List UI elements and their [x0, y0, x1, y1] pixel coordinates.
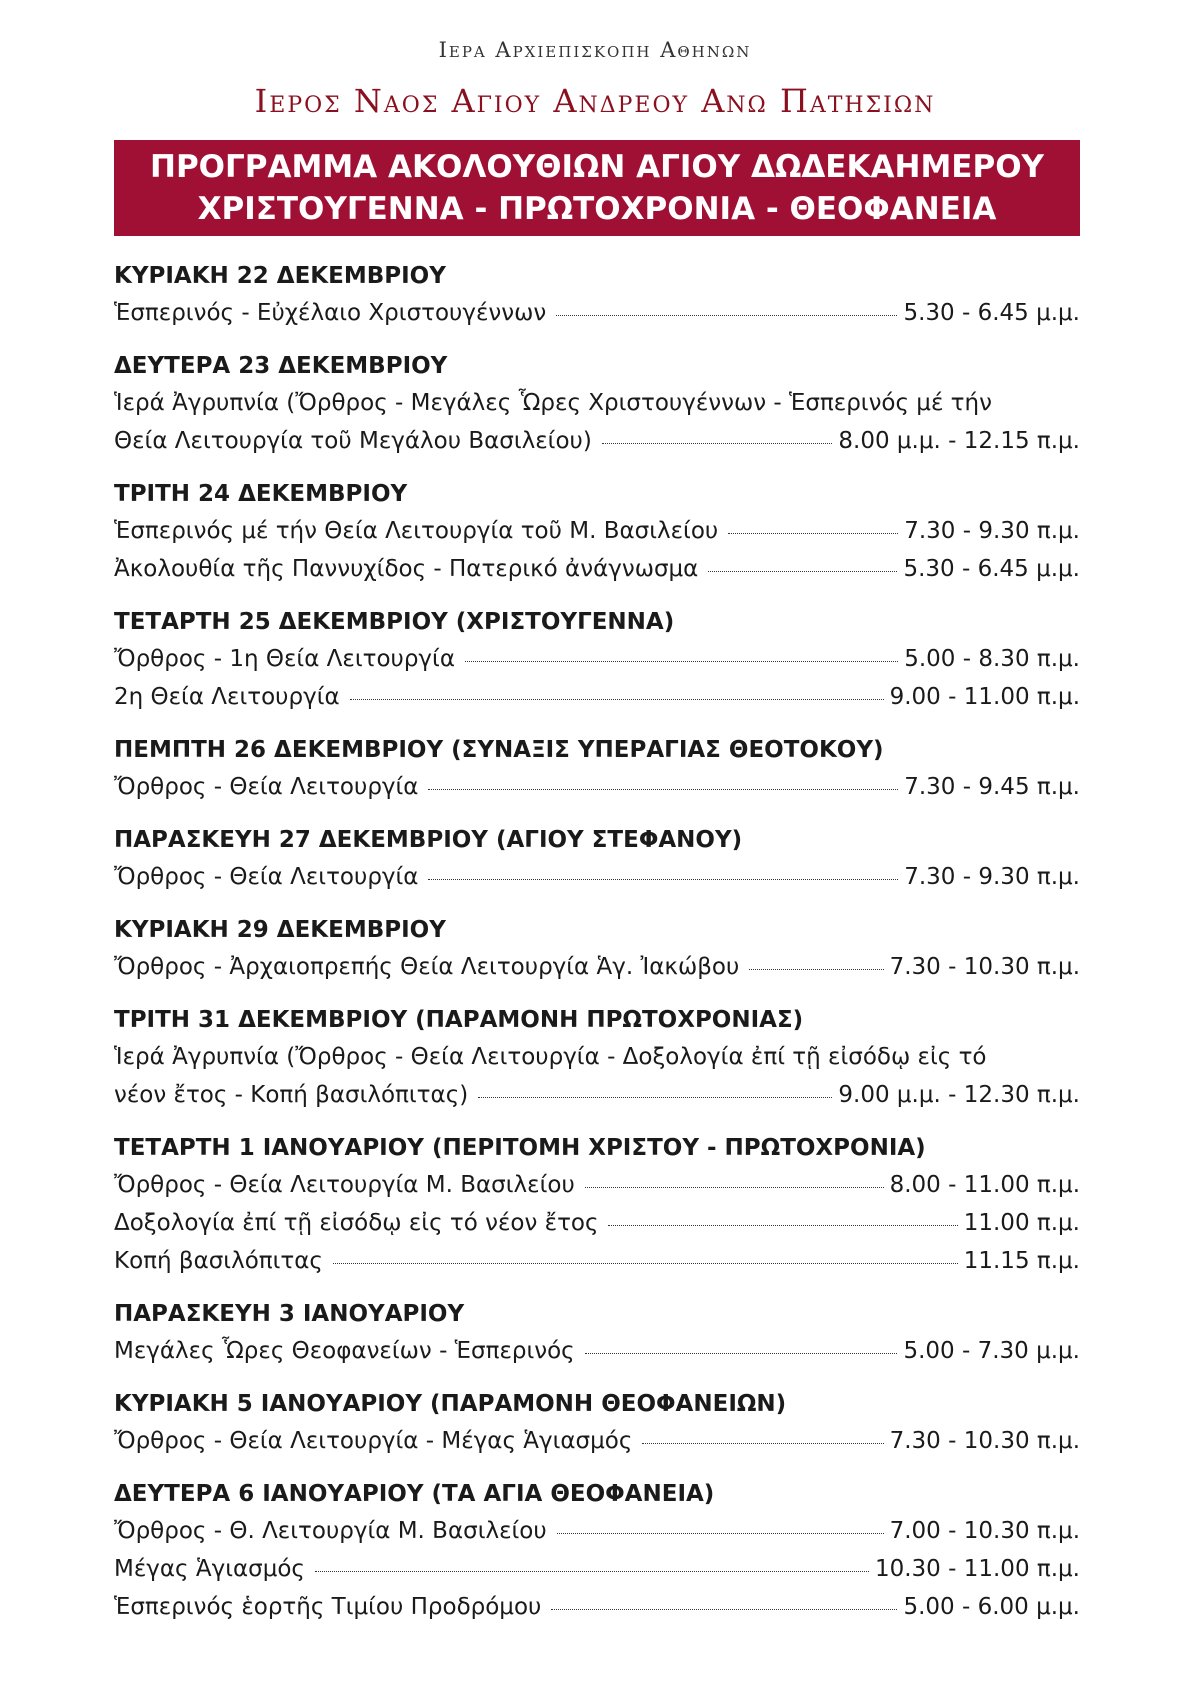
- service-time: 7.30 - 9.30 π.μ.: [904, 518, 1080, 544]
- service-row: [114, 1550, 1080, 1588]
- day-block: [114, 604, 1080, 716]
- service-time: 8.00 μ.μ. - 12.15 π.μ.: [838, 428, 1080, 454]
- dot-leader: [602, 443, 833, 444]
- dot-leader: [708, 571, 897, 572]
- service-first-line: Ἱερά Ἀγρυπνία (Ὄρθρος - Μεγάλες Ὧρες Χριστουγέννων - Ἑσπερινός μέ τήν: [114, 390, 992, 416]
- dot-leader: [728, 533, 898, 534]
- service-time: 5.30 - 6.45 μ.μ.: [903, 556, 1080, 582]
- service-row: [114, 294, 1080, 332]
- service-row: [114, 948, 1080, 986]
- dot-leader: [315, 1571, 869, 1572]
- day-block: [114, 912, 1080, 986]
- dot-leader: [428, 879, 898, 880]
- service-time: 9.00 - 11.00 π.μ.: [889, 684, 1080, 710]
- day-block: [114, 1002, 1080, 1114]
- service-time: 7.30 - 10.30 π.μ.: [889, 954, 1080, 980]
- service-time: 11.15 π.μ.: [963, 1248, 1080, 1274]
- service-row: [114, 858, 1080, 896]
- dot-leader: [608, 1225, 957, 1226]
- service-label: Ὄρθρος - Θ. Λειτουργία Μ. Βασιλείου: [114, 1518, 547, 1544]
- service-row: [114, 640, 1080, 678]
- day-heading: ΚΥΡΙΑΚΗ 29 ΔΕΚΕΜΒΡΙΟΥ: [114, 917, 446, 943]
- dot-leader: [428, 789, 898, 790]
- service-time: 5.30 - 6.45 μ.μ.: [903, 300, 1080, 326]
- service-time: 7.30 - 9.45 π.μ.: [904, 774, 1080, 800]
- day-block: [114, 1130, 1080, 1280]
- banner-line-2: ΧΡΙΣΤΟΥΓΕΝΝΑ - ΠΡΩΤΟΧΡΟΝΙΑ - ΘΕΟΦΑΝΕΙΑ: [197, 191, 997, 227]
- service-row: [114, 1422, 1080, 1460]
- day-heading: ΚΥΡΙΑΚΗ 22 ΔΕΚΕΜΒΡΙΟΥ: [114, 263, 446, 289]
- service-label: 2η Θεία Λειτουργία: [114, 684, 340, 710]
- dot-leader: [749, 969, 883, 970]
- service-label: Ἑσπερινός μέ τήν Θεία Λειτουργία τοῦ Μ. Βασιλείου: [114, 518, 719, 544]
- service-time: 7.00 - 10.30 π.μ.: [889, 1518, 1080, 1544]
- service-label: Ἑσπερινός - Εὐχέλαιο Χριστουγέννων: [114, 300, 547, 326]
- day-heading: ΤΡΙΤΗ 24 ΔΕΚΕΜΒΡΙΟΥ: [114, 481, 408, 507]
- service-label: Μεγάλες Ὧρες Θεοφανείων - Ἑσπερινός: [114, 1338, 575, 1364]
- service-time: 5.00 - 6.00 μ.μ.: [903, 1594, 1080, 1620]
- day-block: [114, 732, 1080, 806]
- day-block: [114, 476, 1080, 588]
- service-label: Ὄρθρος - 1η Θεία Λειτουργία: [114, 646, 455, 672]
- dot-leader: [556, 315, 897, 316]
- day-heading: ΔΕΥΤΕΡΑ 6 ΙΑΝΟΥΑΡΙΟΥ (ΤΑ ΑΓΙΑ ΘΕΟΦΑΝΕΙΑ): [114, 1481, 715, 1507]
- service-row: [114, 1166, 1080, 1204]
- dot-leader: [350, 699, 884, 700]
- service-row: [114, 1204, 1080, 1242]
- service-label: Ὄρθρος - Ἀρχαιοπρεπής Θεία Λειτουργία Ἁγ. Ἰακώβου: [114, 954, 740, 980]
- banner-line-1: ΠΡΟΓΡΑΜΜΑ ΑΚΟΛΟΥΘΙΩΝ ΑΓΙΟΥ ΔΩΔΕΚΑΗΜΕΡΟΥ: [150, 149, 1044, 185]
- service-row: [114, 1332, 1080, 1370]
- service-time: 8.00 - 11.00 π.μ.: [889, 1172, 1080, 1198]
- church-title: Ιερος Ναος Αγιου Ανδρεου Ανω Πατησιων: [254, 82, 936, 120]
- service-label: Ὄρθρος - Θεία Λειτουργία - Μέγας Ἁγιασμός: [114, 1428, 633, 1454]
- dot-leader: [478, 1097, 832, 1098]
- service-row: [114, 422, 1080, 460]
- day-heading: ΚΥΡΙΑΚΗ 5 ΙΑΝΟΥΑΡΙΟΥ (ΠΑΡΑΜΟΝΗ ΘΕΟΦΑΝΕΙΩΝ): [114, 1391, 787, 1417]
- schedule-banner: [114, 140, 1080, 236]
- service-row: [114, 550, 1080, 588]
- archdiocese-title: Ιερα Αρχιεπισκοπη Αθηνων: [438, 38, 752, 62]
- day-block: [114, 348, 1080, 460]
- service-label: Ἀκολουθία τῆς Παννυχίδος - Πατερικό ἀνάγνωσμα: [114, 556, 699, 582]
- day-block: [114, 822, 1080, 896]
- day-heading: ΤΕΤΑΡΤΗ 1 ΙΑΝΟΥΑΡΙΟΥ (ΠΕΡΙΤΟΜΗ ΧΡΙΣΤΟΥ - ΠΡΩΤΟΧΡΟΝΙΑ): [114, 1135, 926, 1161]
- day-block: [114, 1386, 1080, 1460]
- service-row: [114, 512, 1080, 550]
- service-label: νέον ἔτος - Κοπή βασιλόπιτας): [114, 1082, 469, 1108]
- service-row: [114, 1076, 1080, 1114]
- dot-leader: [557, 1533, 884, 1534]
- service-row: [114, 1242, 1080, 1280]
- schedule-list: [114, 258, 1080, 1642]
- day-block: [114, 1476, 1080, 1626]
- service-label: Ὄρθρος - Θεία Λειτουργία: [114, 864, 419, 890]
- day-heading: ΠΕΜΠΤΗ 26 ΔΕΚΕΜΒΡΙΟΥ (ΣΥΝΑΞΙΣ ΥΠΕΡΑΓΙΑΣ ΘΕΟΤΟΚΟΥ): [114, 737, 884, 763]
- service-row: [114, 678, 1080, 716]
- service-label: Κοπή βασιλόπιτας: [114, 1248, 323, 1274]
- service-label: Θεία Λειτουργία τοῦ Μεγάλου Βασιλείου): [114, 428, 592, 454]
- day-heading: ΠΑΡΑΣΚΕΥΗ 27 ΔΕΚΕΜΒΡΙΟΥ (ΑΓΙΟΥ ΣΤΕΦΑΝΟΥ): [114, 827, 743, 853]
- service-time: 5.00 - 8.30 π.μ.: [904, 646, 1080, 672]
- dot-leader: [585, 1187, 884, 1188]
- service-label: Ὄρθρος - Θεία Λειτουργία Μ. Βασιλείου: [114, 1172, 575, 1198]
- service-row: [114, 768, 1080, 806]
- dot-leader: [551, 1609, 897, 1610]
- service-label: Ὄρθρος - Θεία Λειτουργία: [114, 774, 419, 800]
- dot-leader: [642, 1443, 883, 1444]
- day-block: [114, 258, 1080, 332]
- service-label: Μέγας Ἁγιασμός: [114, 1556, 305, 1582]
- day-block: [114, 1296, 1080, 1370]
- dot-leader: [585, 1353, 898, 1354]
- service-time: 5.00 - 7.30 μ.μ.: [903, 1338, 1080, 1364]
- day-heading: ΠΑΡΑΣΚΕΥΗ 3 ΙΑΝΟΥΑΡΙΟΥ: [114, 1301, 465, 1327]
- service-label: Ἑσπερινός ἑορτῆς Τιμίου Προδρόμου: [114, 1594, 542, 1620]
- service-row: [114, 1588, 1080, 1626]
- service-time: 9.00 μ.μ. - 12.30 π.μ.: [838, 1082, 1080, 1108]
- dot-leader: [465, 661, 898, 662]
- service-row: [114, 1512, 1080, 1550]
- day-heading: ΤΡΙΤΗ 31 ΔΕΚΕΜΒΡΙΟΥ (ΠΑΡΑΜΟΝΗ ΠΡΩΤΟΧΡΟΝΙΑΣ): [114, 1007, 804, 1033]
- service-time: 11.00 π.μ.: [963, 1210, 1080, 1236]
- day-heading: ΔΕΥΤΕΡΑ 23 ΔΕΚΕΜΒΡΙΟΥ: [114, 353, 448, 379]
- service-time: 7.30 - 10.30 π.μ.: [889, 1428, 1080, 1454]
- service-time: 7.30 - 9.30 π.μ.: [904, 864, 1080, 890]
- service-time: 10.30 - 11.00 π.μ.: [874, 1556, 1080, 1582]
- service-label: Δοξολογία ἐπί τῇ εἰσόδῳ εἰς τό νέον ἔτος: [114, 1210, 599, 1236]
- service-first-line: Ἱερά Ἀγρυπνία (Ὄρθρος - Θεία Λειτουργία - Δοξολογία ἐπί τῇ εἰσόδῳ εἰς τό: [114, 1044, 987, 1070]
- day-heading: ΤΕΤΑΡΤΗ 25 ΔΕΚΕΜΒΡΙΟΥ (ΧΡΙΣΤΟΥΓΕΝΝΑ): [114, 609, 675, 635]
- dot-leader: [333, 1263, 958, 1264]
